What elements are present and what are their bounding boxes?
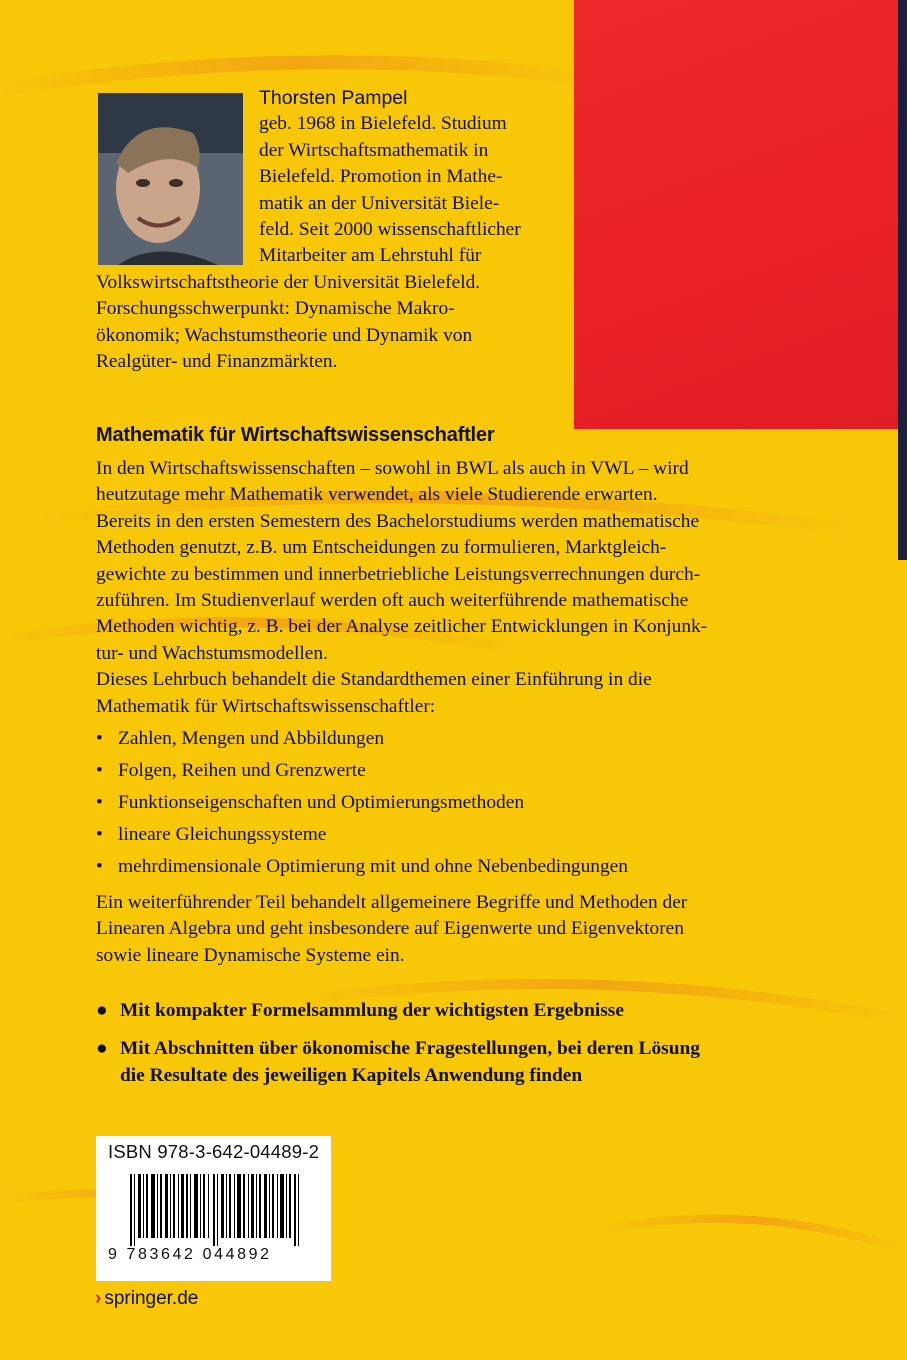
intro-line: gewichte zu bestimmen und innerbetriebliche Leistungsverrechnungen durch-: [96, 563, 701, 585]
advanced-text: [96, 890, 836, 969]
publisher-link[interactable]: [95, 1288, 198, 1310]
intro-line: Mathematik für Wirtschaftswissenschaftler:: [96, 695, 436, 717]
advanced-line: Ein weiterführender Teil behandelt allgemeinere Begriffe und Methoden der: [96, 892, 688, 913]
intro-line: Methoden wichtig, z. B. bei der Analyse zeitlicher Entwicklungen in Konjunk-: [96, 616, 708, 638]
isbn-barcode-box: [96, 1136, 331, 1281]
bio-line: ökonomik; Wachstumstheorie und Dynamik von: [96, 324, 473, 346]
feature-item: ● Mit Abschnitten über ökonomische Fragestellungen, bei deren Lösung die Resultate des jeweiligen Kapitels Anwendung finden: [96, 1035, 700, 1089]
barcode-icon: [130, 1174, 302, 1246]
bio-line: Volkswirtschaftstheorie der Universität Bielefeld.: [96, 271, 481, 293]
bullet-icon: ●: [96, 1000, 108, 1021]
bio-line: Bielefeld. Promotion in Mathe-: [259, 166, 503, 188]
bio-line: feld. Seit 2000 wissenschaftlicher: [259, 219, 521, 241]
book-heading: Mathematik für Wirtschaftswissenschaftler: [96, 424, 495, 446]
intro-line: In den Wirtschaftswissenschaften – sowohl in BWL als auch in VWL – wird: [96, 458, 689, 479]
list-item: • lineare Gleichungssysteme: [96, 824, 327, 845]
list-item: • Zahlen, Mengen und Abbildungen: [96, 728, 385, 749]
list-item: • Funktionseigenschaften und Optimierungsmethoden: [96, 792, 525, 813]
advanced-line: sowie lineare Dynamische Systeme ein.: [96, 944, 405, 966]
publisher-url: springer.de: [104, 1288, 199, 1309]
intro-line: Dieses Lehrbuch behandelt die Standardthemen einer Einführung in die: [96, 669, 652, 691]
bio-line: Forschungsschwerpunkt: Dynamische Makro-: [96, 298, 455, 320]
bio-line: geb. 1968 in Bielefeld. Studium: [259, 113, 507, 135]
bullet-icon: •: [96, 760, 103, 781]
intro-line: Methoden genutzt, z.B. um Entscheidungen zu formulieren, Marktgleich-: [96, 537, 667, 559]
isbn-label: ISBN 978-3-642-04489-2: [108, 1141, 320, 1162]
feature-item: ● Mit kompakter Formelsammlung der wichtigsten Ergebnisse: [96, 997, 624, 1024]
advanced-line: Linearen Algebra und geht insbesondere auf Eigenwerte und Eigenvektoren: [96, 918, 684, 940]
bullet-icon: •: [96, 728, 103, 749]
bullet-icon: •: [96, 792, 103, 813]
intro-line: zuführen. Im Studienverlauf werden oft auch weiterführende mathematische: [96, 590, 689, 612]
spine-edge: [898, 0, 907, 560]
bio-line: matik an der Universität Biele-: [259, 192, 500, 214]
intro-line: heutzutage mehr Mathematik verwendet, als viele Studierende erwarten.: [96, 484, 658, 506]
list-item: • Folgen, Reihen und Grenzwerte: [96, 760, 366, 781]
intro-line: Bereits in den ersten Semestern des Bachelorstudiums werden mathematische: [96, 510, 700, 532]
bio-line: Mitarbeiter am Lehrstuhl für: [259, 245, 482, 267]
list-item: • mehrdimensionale Optimierung mit und ohne Nebenbedingungen: [96, 856, 628, 877]
intro-text: [96, 456, 836, 720]
bio-line: Realgüter- und Finanzmärkten.: [96, 351, 338, 373]
bio-line: der Wirtschaftsmathematik in: [259, 139, 489, 161]
intro-line: tur- und Wachstumsmodellen.: [96, 642, 328, 664]
bullet-icon: ●: [96, 1038, 108, 1059]
chevron-right-icon: ›: [95, 1288, 102, 1309]
bullet-icon: •: [96, 856, 103, 877]
barcode-digits: 9 783642 044892: [108, 1246, 272, 1263]
author-name: Thorsten Pampel: [259, 87, 408, 109]
bullet-icon: •: [96, 824, 103, 845]
red-color-block: [574, 0, 907, 429]
author-bio: [96, 85, 566, 375]
